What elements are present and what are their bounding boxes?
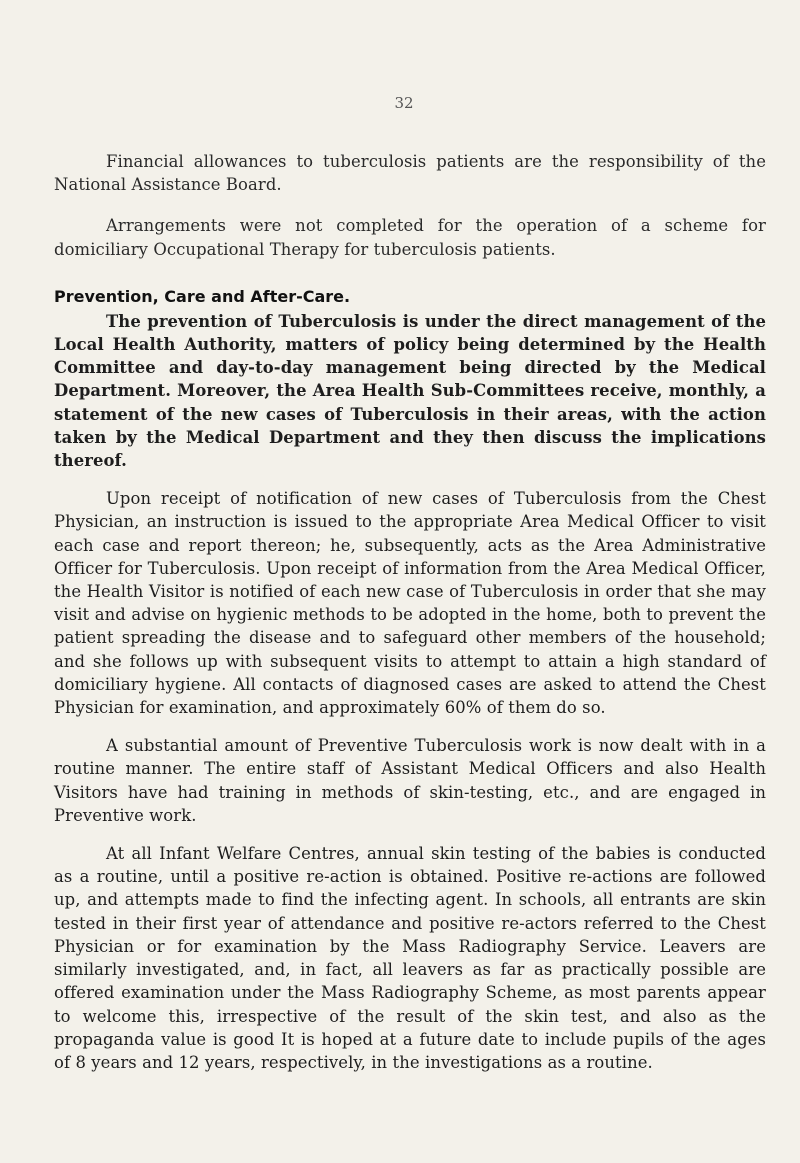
section-heading: Prevention, Care and After-Care. <box>54 286 351 306</box>
document-body <box>54 150 766 1074</box>
page-number: 32 <box>394 94 414 112</box>
paragraph-financial-allowances: Financial allowances to tuberculosis patients are the responsibility of the National Assistance Board. <box>54 152 766 195</box>
paragraph-skin-testing: At all Infant Welfare Centres, annual skin testing of the babies is conducted as a routine, until a positive re-action is obtained. Positive re-actions are followed up, and attempts made to find the infecting agent. In schools, all entrants are skin tested in their first year of attendance and positive re-actors referred to the Chest Physician or for examination by the Mass Radiography Service. Leavers are similarly investigated, and, in fact, all leavers as far as practically possible are offered examination under the Mass Radiography Scheme, as most parents appear to welcome this, irrespective of the result of the skin test, and also as the propaganda value is good It is hoped at a future date to include pupils of the ages of 8 years and 12 years, respectively, in the investigations as a routine. <box>54 844 766 1072</box>
paragraph-prevention: The prevention of Tuberculosis is under the direct management of the Local Health Authority, matters of policy being determined by the Health Committee and day-to-day management being directed by the Medical Department. Moreover, the Area Health Sub-Committees receive, monthly, a statement of the new cases of Tuberculosis in their areas, with the action taken by the Medical Department and they then discuss the implications thereof. <box>54 311 766 471</box>
paragraph-notification: Upon receipt of notification of new cases of Tuberculosis from the Chest Physician, an instruction is issued to the appropriate Area Medical Officer to visit each case and report thereon; he, subsequently, acts as the Area Administrative Officer for Tuberculosis. Upon receipt of information from the Area Medical Officer, the Health Visitor is notified of each new case of Tuberculosis in order that she may visit and advise on hygienic methods to be adopted in the home, both to prevent the patient spreading the disease and to safeguard other members of the household; and she follows up with subsequent visits to attempt to attain a high standard of domiciliary hygiene. All contacts of diagnosed cases are asked to attend the Chest Physician for examination, and approximately 60% of them do so. <box>54 489 766 718</box>
paragraph-preventive-work: A substantial amount of Preventive Tuberculosis work is now dealt with in a routine manner. The entire staff of Assistant Medical Officers and also Health Visitors have had training in methods of skin-testing, etc., and are engaged in Preventive work. <box>54 736 766 825</box>
paragraph-occupational-therapy: Arrangements were not completed for the operation of a scheme for domiciliary Occupational Therapy for tuberculosis patients. <box>54 216 766 259</box>
